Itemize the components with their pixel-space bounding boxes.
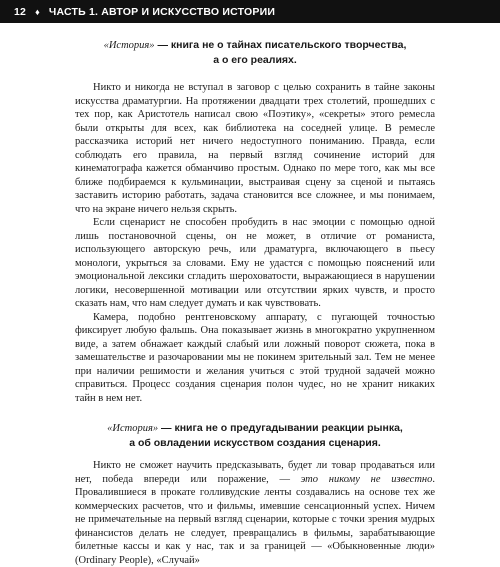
paragraph: Никто и никогда не вступал в заговор с целью сохранить в тайне законы искусства драматургии. На протяжении двадцати трех столетий, прошедших с тех пор, как Аристотель написал свою «Поэтику», «секреты» этого ремесла были открыты для всех, как библиотека на соседней улице. В ремесле рассказчика историй нет ничего недоступного пониманию. Правда, если соблюдать его правила, на первый взгляд сочинение историй для кинематографа кажется обманчиво простым. Однако по мере того, как мы все ближе подбираемся к кульминации, выстраивая сцену за сценой и пытаясь заставить историю работать, задача становится все сложнее, и мы понимаем, что на экране ничего нельзя скрыть. <box>75 82 435 215</box>
paragraph: Никто не сможет научить предсказывать, будет ли товар продаваться или нет, победа впереди или поражение, — это никому не известно. Провалившиеся в прокате голливудские ленты создавались на основе тех же коммерческих расчетов, что и фильмы, имевшие сенсационный успех. Ничем не примечательные на первый взгляд сценарии, которые с точки зрения мудрых финансистов делать не следует, превращались в фильмы, зарабатывающие билетные кассы и как у нас, так и за границей — «Обыкновенные люди» (Ordinary People), «Случай» <box>75 460 435 566</box>
section-heading-2: «История» — книга не о предугадывании реакции рынка, а об овладении искусством создания сценария. <box>107 422 403 449</box>
paragraph: Если сценарист не способен пробудить в нас эмоции с помощью одной лишь постановочной сцены, он не может, в отличие от романиста, использующего авторскую речь, или драматурга, включающего в пьесу монологи, укрыться за словами. Ему не удастся с помощью пояснений или эмоциональной лексики сгладить шероховатости, выражающиеся в нарушении логики, несовершенной мотивации или отсутствии ярких чувств, и просто сказать нам, что нам следует думать и как чувствовать. <box>75 217 435 309</box>
page-number: 12 <box>14 5 27 18</box>
diamond-icon: ♦ <box>35 6 40 17</box>
book-title: «История» <box>107 423 159 434</box>
chapter-title: ЧАСТЬ 1. АВТОР И ИСКУССТВО ИСТОРИИ <box>48 5 276 18</box>
paragraph: Камера, подобно рентгеновскому аппарату, с пугающей точностью фиксирует любую фальшь. Она показывает жизнь в многократно укрупненном виде, а затем обнажает каждый слабый или ложный поворот сюжета, пока в замешательстве и разочаровании мы не покинем зрительный зал. Тем не менее при наличии решимости и желания учиться с этой трудной задачей можно справиться. Процесс создания сценария полон чудес, но не хранит никаких тайн в нем нет. <box>75 311 435 404</box>
book-title: «История» <box>103 40 155 51</box>
page-body <box>75 34 435 567</box>
section-heading-1: «История» — книга не о тайнах писательского творчества, а о его реалиях. <box>103 39 407 66</box>
running-header <box>0 0 500 23</box>
emphasis: это никому не известно <box>300 473 433 485</box>
